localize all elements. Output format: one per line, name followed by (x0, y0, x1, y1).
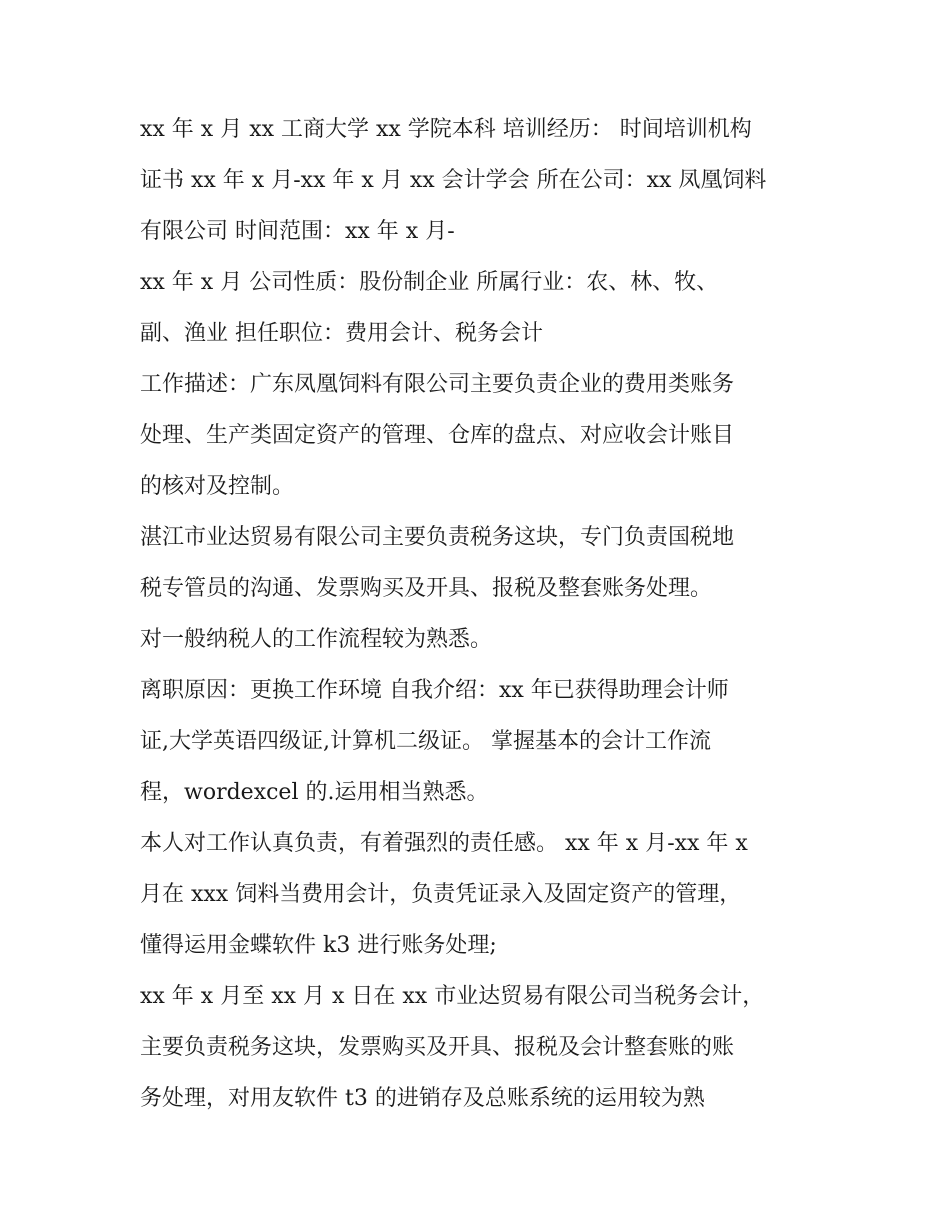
text-line: 的核对及控制。 (140, 474, 295, 499)
text-line: xx 年 x 月 xx 工商大学 xx 学院本科 培训经历： 时间培训机构 (140, 117, 752, 142)
text-line: 湛江市业达贸易有限公司主要负责税务这块，专门负责国税地 (140, 525, 735, 550)
text-line: xx 年 x 月 公司性质：股份制企业 所属行业：农、林、牧、 (140, 270, 719, 295)
text-line: 对一般纳税人的工作流程较为熟悉。 (140, 627, 493, 652)
text-line: 证书 xx 年 x 月-xx 年 x 月 xx 会计学会 所在公司：xx 凤凰饲料 (140, 168, 767, 193)
text-line: 有限公司 时间范围：xx 年 x 月- (140, 219, 455, 244)
text-line: 本人对工作认真负责，有着强烈的责任感。 xx 年 x 月-xx 年 x (140, 831, 748, 856)
text-line: 离职原因：更换工作环境 自我介绍：xx 年已获得助理会计师 (140, 678, 729, 703)
text-line: 副、渔业 担任职位：费用会计、税务会计 (140, 321, 543, 346)
text-line: 税专管员的沟通、发票购买及开具、报税及整套账务处理。 (140, 576, 713, 601)
text-line: 证,大学英语四级证,计算机二级证。 掌握基本的会计工作流 (140, 729, 711, 754)
text-line: 处理、生产类固定资产的管理、仓库的盘点、对应收会计账目 (140, 423, 735, 448)
text-line: xx 年 x 月至 xx 月 x 日在 xx 市业达贸易有限公司当税务会计， (140, 984, 765, 1009)
text-line: 月在 xxx 饲料当费用会计，负责凭证录入及固定资产的管理， (140, 882, 742, 907)
document-body (140, 104, 830, 1124)
text-line: 务处理，对用友软件 t3 的进销存及总账系统的运用较为熟 (140, 1086, 705, 1111)
text-line: 主要负责税务这块，发票购买及开具、报税及会计整套账的账 (140, 1035, 735, 1060)
text-line: 工作描述：广东凤凰饲料有限公司主要负责企业的费用类账务 (140, 372, 735, 397)
text-line: 懂得运用金蝶软件 k3 进行账务处理; (140, 933, 497, 958)
text-line: 程，wordexcel 的.运用相当熟悉。 (140, 780, 489, 805)
